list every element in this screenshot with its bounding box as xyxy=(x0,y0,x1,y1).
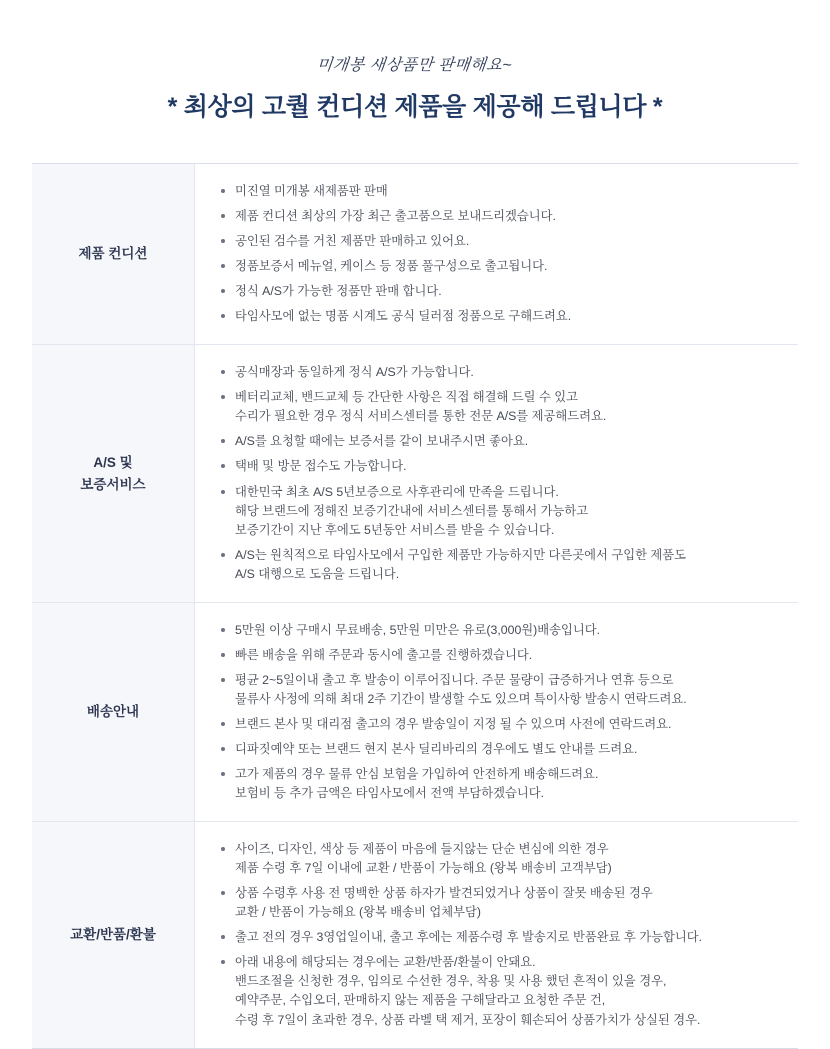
table-row xyxy=(32,164,798,345)
table-row xyxy=(32,345,798,602)
list-item xyxy=(221,307,784,326)
list-item-line: 택배 및 방문 접수도 가능합니다. xyxy=(235,459,407,474)
list-item-line: 타임사모에 없는 명품 시계도 공식 딜러점 정품으로 구해드려요. xyxy=(235,309,572,324)
table-row xyxy=(32,822,798,1048)
list-item xyxy=(221,182,784,201)
row-label-line: 보증서비스 xyxy=(80,476,146,492)
list-item xyxy=(221,646,784,665)
list-item xyxy=(221,232,784,251)
list-item-line: 공식매장과 동일하게 정식 A/S가 가능합니다. xyxy=(235,365,474,380)
policy-table xyxy=(32,163,798,1049)
list-item-line: 제품 컨디션 최상의 가장 최근 출고품으로 보내드리겠습니다. xyxy=(235,209,556,224)
page-title: * 최상의 고퀄 컨디션 제품을 제공해 드립니다 * xyxy=(167,93,663,121)
list-item-line: 보험비 등 추가 금액은 타임사모에서 전액 부담하겠습니다. xyxy=(235,786,545,801)
list-item-line: 사이즈, 디자인, 색상 등 제품이 마음에 들지않는 단순 변심에 의한 경우 xyxy=(235,842,609,857)
list-item xyxy=(221,884,784,922)
list-item-line: 보증기간이 지난 후에도 5년동안 서비스를 받을 수 있습니다. xyxy=(235,522,555,537)
row-label-as-warranty xyxy=(32,345,195,602)
row-content-shipping xyxy=(195,602,799,821)
list-item xyxy=(221,953,784,1029)
list-item xyxy=(221,457,784,476)
list-item-line: 브랜드 본사 및 대리점 출고의 경우 발송일이 지정 될 수 있으며 사전에 연락드려요. xyxy=(235,716,672,731)
list-item-line: A/S를 요청할 때에는 보증서를 같이 보내주시면 좋아요. xyxy=(235,434,529,449)
list-item xyxy=(221,765,784,803)
list-item-line: A/S는 원칙적으로 타임사모에서 구입한 제품만 가능하지만 다른곳에서 구입한 제품도 xyxy=(235,547,687,562)
list-item xyxy=(221,282,784,301)
list-item-line: 아래 내용에 해당되는 경우에는 교환/반품/환불이 안돼요. xyxy=(235,955,536,970)
row-label-product-condition: 제품 컨디션 xyxy=(32,164,195,345)
list-item xyxy=(221,715,784,734)
list-item xyxy=(221,621,784,640)
list-item xyxy=(221,546,784,584)
row-content-exchange-return-refund xyxy=(195,822,799,1048)
list-item xyxy=(221,207,784,226)
list-item xyxy=(221,388,784,426)
row-label-exchange-return-refund: 교환/반품/환불 xyxy=(32,822,195,1048)
list-item xyxy=(221,432,784,451)
bullet-list xyxy=(221,363,784,583)
list-item-line: 수령 후 7일이 초과한 경우, 상품 라벨 택 제거, 포장이 훼손되어 상품가치가 상실된 경우. xyxy=(235,1012,701,1027)
list-item xyxy=(221,840,784,878)
row-label-shipping: 배송안내 xyxy=(32,602,195,821)
list-item xyxy=(221,740,784,759)
list-item xyxy=(221,363,784,382)
bullet-list xyxy=(221,182,784,326)
bullet-list xyxy=(221,840,784,1029)
row-content-product-condition xyxy=(195,164,799,345)
list-item xyxy=(221,257,784,276)
list-item-line: 제품 수령 후 7일 이내에 교환 / 반품이 가능해요 (왕복 배송비 고객부담) xyxy=(235,861,612,876)
list-item-line: 정품보증서 메뉴얼, 케이스 등 정품 풀구성으로 출고됩니다. xyxy=(235,259,548,274)
list-item-line: 교환 / 반품이 가능해요 (왕복 배송비 업체부담) xyxy=(235,905,481,920)
table-row xyxy=(32,602,798,821)
list-item-line: 디파짓예약 또는 브랜드 현지 본사 딜리바리의 경우에도 별도 안내를 드려요. xyxy=(235,741,638,756)
bullet-list xyxy=(221,621,784,803)
list-item-line: 예약주문, 수입오더, 판매하지 않는 제품을 구해달라고 요청한 주문 건, xyxy=(235,993,606,1008)
list-item-line: 베터리교체, 밴드교체 등 간단한 사항은 직접 해결해 드릴 수 있고 xyxy=(235,390,579,405)
list-item-line: 고가 제품의 경우 물류 안심 보험을 가입하여 안전하게 배송해드려요. xyxy=(235,767,599,782)
list-item-line: A/S 대행으로 도움을 드립니다. xyxy=(235,566,400,581)
row-content-as-warranty xyxy=(195,345,799,602)
list-item-line: 밴드조절을 신청한 경우, 임의로 수선한 경우, 착용 및 사용 했던 흔적이 있을 경우, xyxy=(235,974,667,989)
list-item-line: 출고 전의 경우 3영업일이내, 출고 후에는 제품수령 후 발송지로 반품완료 후 가능합니다. xyxy=(235,930,703,945)
list-item-line: 수리가 필요한 경우 정식 서비스센터를 통한 전문 A/S를 제공해드려요. xyxy=(235,409,607,424)
row-label-line: A/S 및 xyxy=(93,454,133,470)
list-item xyxy=(221,671,784,709)
policy-table-body xyxy=(32,164,798,1049)
list-item-line: 빠른 배송을 위해 주문과 동시에 출고를 진행하겠습니다. xyxy=(235,647,533,662)
list-item-line: 정식 A/S가 가능한 정품만 판매 합니다. xyxy=(235,284,442,299)
list-item-line: 평균 2~5일이내 출고 후 발송이 이루어집니다. 주문 물량이 급증하거나 연휴 등으로 xyxy=(235,672,674,687)
list-item xyxy=(221,928,784,947)
list-item-line: 공인된 검수를 거친 제품만 판매하고 있어요. xyxy=(235,234,470,249)
header-subtitle: 미개봉 새상품만 판매해요~ xyxy=(316,57,514,74)
list-item-line: 5만원 이상 구매시 무료배송, 5만원 미만은 유로(3,000원)배송입니다. xyxy=(235,622,601,637)
list-item xyxy=(221,483,784,540)
page-header xyxy=(32,0,798,123)
list-item-line: 상품 수령후 사용 전 명백한 상품 하자가 발견되었거나 상품이 잘못 배송된 경우 xyxy=(235,886,653,901)
list-item-line: 미진열 미개봉 새제품판 판매 xyxy=(235,184,388,198)
list-item-line: 대한민국 최초 A/S 5년보증으로 사후관리에 만족을 드립니다. xyxy=(235,484,559,499)
list-item-line: 물류사 사정에 의해 최대 2주 기간이 발생할 수도 있으며 특이사항 발송시 연락드려요. xyxy=(235,691,687,706)
list-item-line: 해당 브랜드에 정해진 보증기간내에 서비스센터를 통해서 가능하고 xyxy=(235,503,589,518)
